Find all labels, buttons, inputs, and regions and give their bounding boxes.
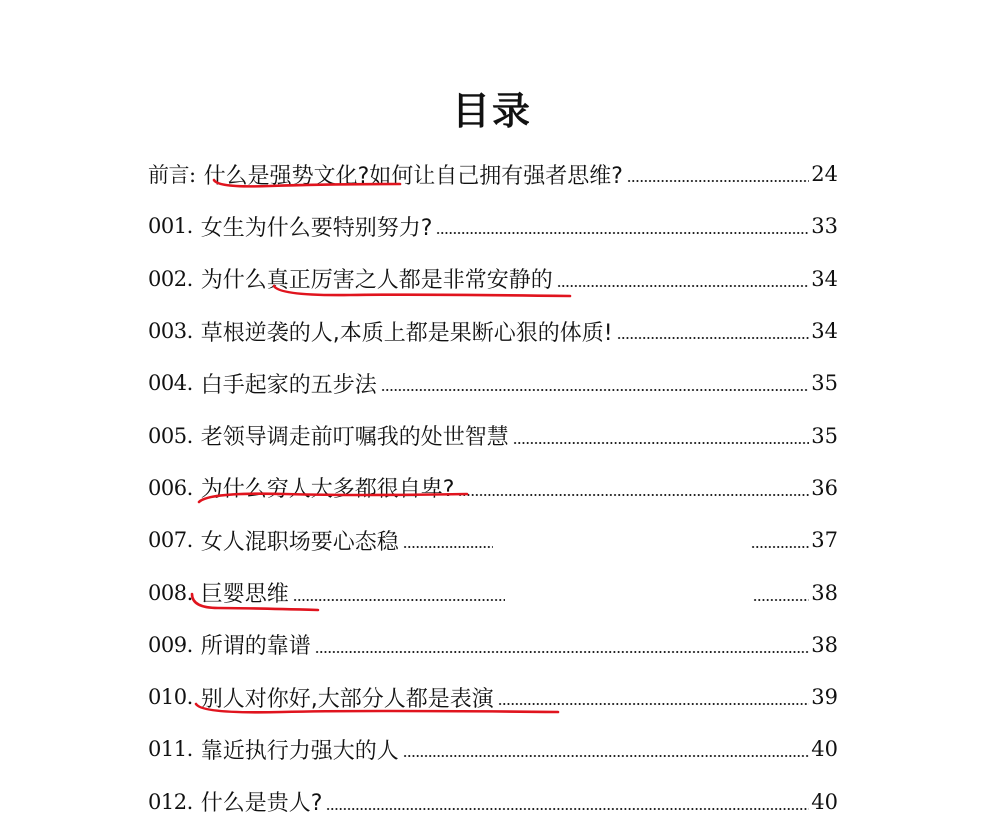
- dot-leader: [403, 755, 809, 757]
- toc-entry-page: 38: [811, 580, 838, 605]
- toc-entry-005[interactable]: [148, 409, 838, 461]
- toc-entry-text: 什么是强势文化?如何让自己拥有强者思维?: [203, 163, 623, 189]
- dot-leader: [403, 546, 493, 548]
- toc-entry-text: 为什么真正厉害之人都是非常安静的: [200, 268, 553, 294]
- dot-leader: [381, 389, 809, 391]
- toc-entry-003[interactable]: [148, 305, 838, 357]
- dot-leader: [513, 442, 809, 444]
- toc-entry-number: 001.: [148, 214, 193, 239]
- toc-entry-number: 004.: [148, 371, 193, 396]
- toc-entry-012[interactable]: [148, 776, 838, 828]
- dot-leader: [498, 703, 810, 705]
- toc-entry-text: 白手起家的五步法: [200, 372, 377, 398]
- dot-leader: [436, 232, 809, 234]
- toc-entry-text: 所谓的靠谱: [200, 634, 311, 660]
- dot-leader: [315, 651, 809, 653]
- toc-entry-page: 34: [811, 266, 838, 291]
- toc-entry-page: 40: [811, 737, 838, 762]
- toc-entry-page: 35: [811, 371, 838, 396]
- toc-entry-page: 37: [811, 528, 838, 553]
- toc-entry-text: 老领导调走前叮嘱我的处世智慧: [200, 425, 509, 451]
- toc-entry-number: 010.: [148, 685, 193, 710]
- toc-entry-011[interactable]: [148, 723, 838, 775]
- dot-leader: [751, 546, 809, 548]
- toc-entry-009[interactable]: [148, 619, 838, 671]
- dot-leader: [557, 285, 809, 287]
- dot-leader: [627, 180, 809, 182]
- toc-entry-number: 003.: [148, 319, 193, 344]
- toc-entry-page: 33: [811, 214, 838, 239]
- toc-entry-number: 007.: [148, 528, 193, 553]
- toc-entry-004[interactable]: [148, 357, 838, 409]
- toc-entry-010[interactable]: [148, 671, 838, 723]
- toc-entry-number: 009.: [148, 632, 193, 657]
- dot-leader: [293, 599, 505, 601]
- toc-entry-page: 36: [811, 475, 838, 500]
- toc-entry-001[interactable]: [148, 200, 838, 252]
- toc-entry-page: 24: [811, 162, 838, 187]
- dot-leader: [458, 494, 809, 496]
- toc-entry-002[interactable]: [148, 253, 838, 305]
- toc-entry-text: 别人对你好,大部分人都是表演: [200, 686, 494, 712]
- dot-leader: [753, 599, 809, 601]
- toc-entry-page: 40: [811, 789, 838, 814]
- toc-entry-text: 女人混职场要心态稳: [200, 529, 399, 555]
- toc-entry-preface[interactable]: [148, 148, 838, 200]
- toc-entry-page: 34: [811, 319, 838, 344]
- toc-entry-text: 女生为什么要特别努力?: [200, 215, 433, 241]
- toc-entry-page: 35: [811, 423, 838, 448]
- toc-entry-text: 巨婴思维: [200, 582, 289, 608]
- toc-entry-text: 靠近执行力强大的人: [200, 738, 399, 764]
- toc-entry-page: 38: [811, 632, 838, 657]
- toc-entry-text: 什么是贵人?: [200, 791, 323, 817]
- toc-title: 目录: [451, 89, 532, 133]
- toc-entry-number: 011.: [148, 737, 193, 762]
- toc-entry-number: 006.: [148, 475, 193, 500]
- toc-entry-008[interactable]: [148, 566, 838, 618]
- toc-entry-number: 002.: [148, 266, 193, 291]
- toc-entry-number: 005.: [148, 423, 193, 448]
- toc-entry-007[interactable]: [148, 514, 838, 566]
- toc-entry-text: 为什么穷人大多都很自卑?: [200, 477, 455, 503]
- dot-leader: [326, 808, 809, 810]
- toc-entry-page: 39: [811, 685, 838, 710]
- toc-entry-number: 008.: [148, 580, 193, 605]
- toc-entry-text: 草根逆袭的人,本质上都是果断心狠的体质!: [200, 320, 613, 346]
- toc-entry-number: 012.: [148, 789, 193, 814]
- toc-entry-number: 前言:: [148, 163, 196, 188]
- table-of-contents: [148, 148, 838, 828]
- toc-entry-006[interactable]: [148, 462, 838, 514]
- dot-leader: [617, 337, 810, 339]
